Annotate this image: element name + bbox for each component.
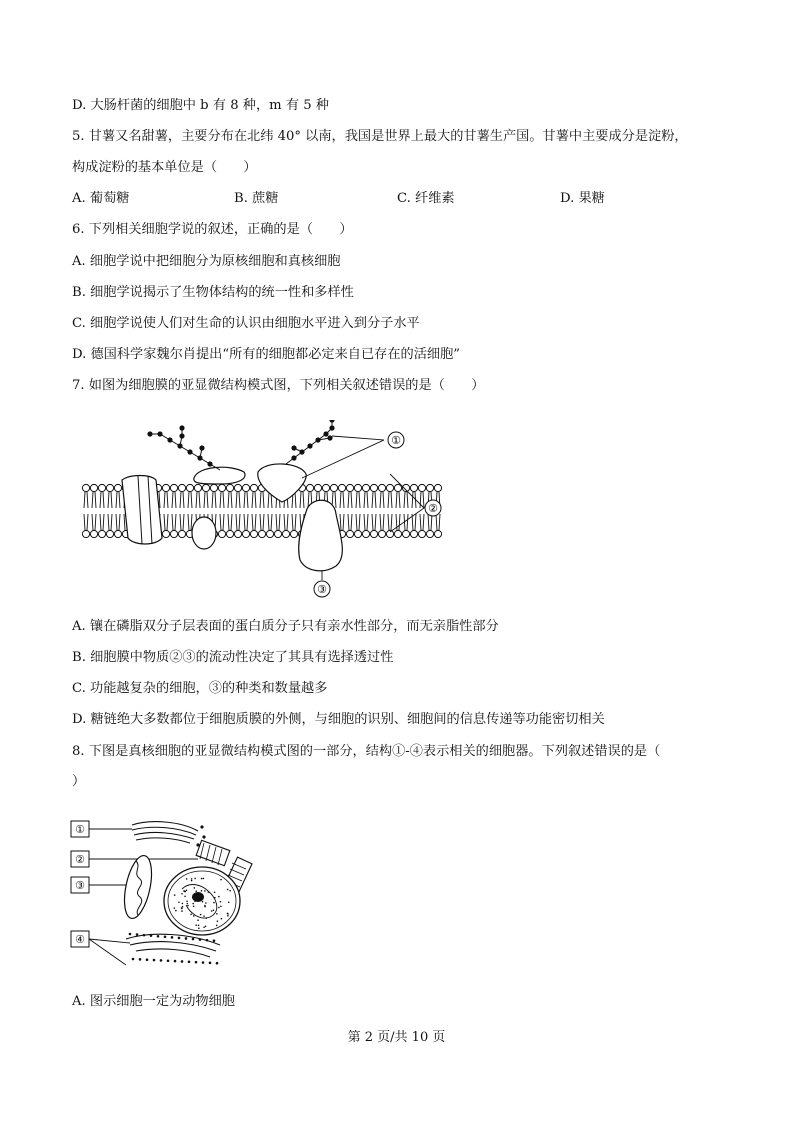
q6-option-a: A. 细胞学说中把细胞分为原核细胞和真核细胞 (72, 254, 341, 269)
q6-stem: 6. 下列相关细胞学说的叙述，正确的是（ ） (72, 222, 353, 237)
label-3: ③ (317, 583, 327, 596)
q5-option-b: B. 蔗糖 (234, 191, 279, 206)
q7-option-b: B. 细胞膜中物质②③的流动性决定了其具有选择透过性 (72, 650, 394, 665)
q8-option-a: A. 图示细胞一定为动物细胞 (72, 994, 235, 1009)
cell-organelle-figure (70, 815, 270, 975)
q7-option-c: C. 功能越复杂的细胞，③的种类和数量越多 (72, 681, 328, 696)
page-footer: 第 2 页/共 10 页 (347, 1030, 446, 1045)
q5-option-c: C. 纤维素 (397, 191, 455, 206)
q5-option-d: D. 果糖 (560, 191, 605, 206)
q5-stem-line2: 构成淀粉的基本单位是（ ） (72, 160, 257, 175)
org-label-1: ① (75, 823, 85, 836)
org-label-4: ④ (75, 933, 85, 946)
q7-option-d: D. 糖链绝大多数都位于细胞质膜的外侧，与细胞的识别、细胞间的信息传递等功能密切相关 (72, 712, 605, 727)
q6-option-d: D. 德国科学家魏尔肖提出“所有的细胞都必定来自已存在的活细胞” (72, 347, 461, 362)
q8-stem-line1: 8. 下图是真核细胞的亚显微结构模式图的一部分，结构①-④表示相关的细胞器。下列叙述错误的是（ (72, 744, 661, 759)
label-2: ② (428, 502, 438, 515)
cell-membrane-figure (70, 420, 450, 600)
q4-option-d: D. 大肠杆菌的细胞中 b 有 8 种，m 有 5 种 (72, 98, 329, 113)
q6-option-c: C. 细胞学说使人们对生命的认识由细胞水平进入到分子水平 (72, 316, 420, 331)
q8-stem-line2: ） (72, 774, 86, 789)
q7-stem: 7. 如图为细胞膜的亚显微结构模式图，下列相关叙述错误的是（ ） (72, 378, 485, 393)
org-label-3: ③ (75, 879, 85, 892)
q6-option-b: B. 细胞学说揭示了生物体结构的统一性和多样性 (72, 285, 354, 300)
q7-option-a: A. 镶在磷脂双分子层表面的蛋白质分子只有亲水性部分，而无亲脂性部分 (72, 619, 499, 634)
q5-option-a: A. 葡萄糖 (72, 191, 130, 206)
org-label-2: ② (75, 853, 85, 866)
q5-stem-line1: 5. 甘薯又名甜薯，主要分布在北纬 40° 以南，我国是世界上最大的甘薯生产国。甘薯中主要成分是淀粉， (72, 129, 688, 144)
label-1: ① (391, 434, 401, 447)
